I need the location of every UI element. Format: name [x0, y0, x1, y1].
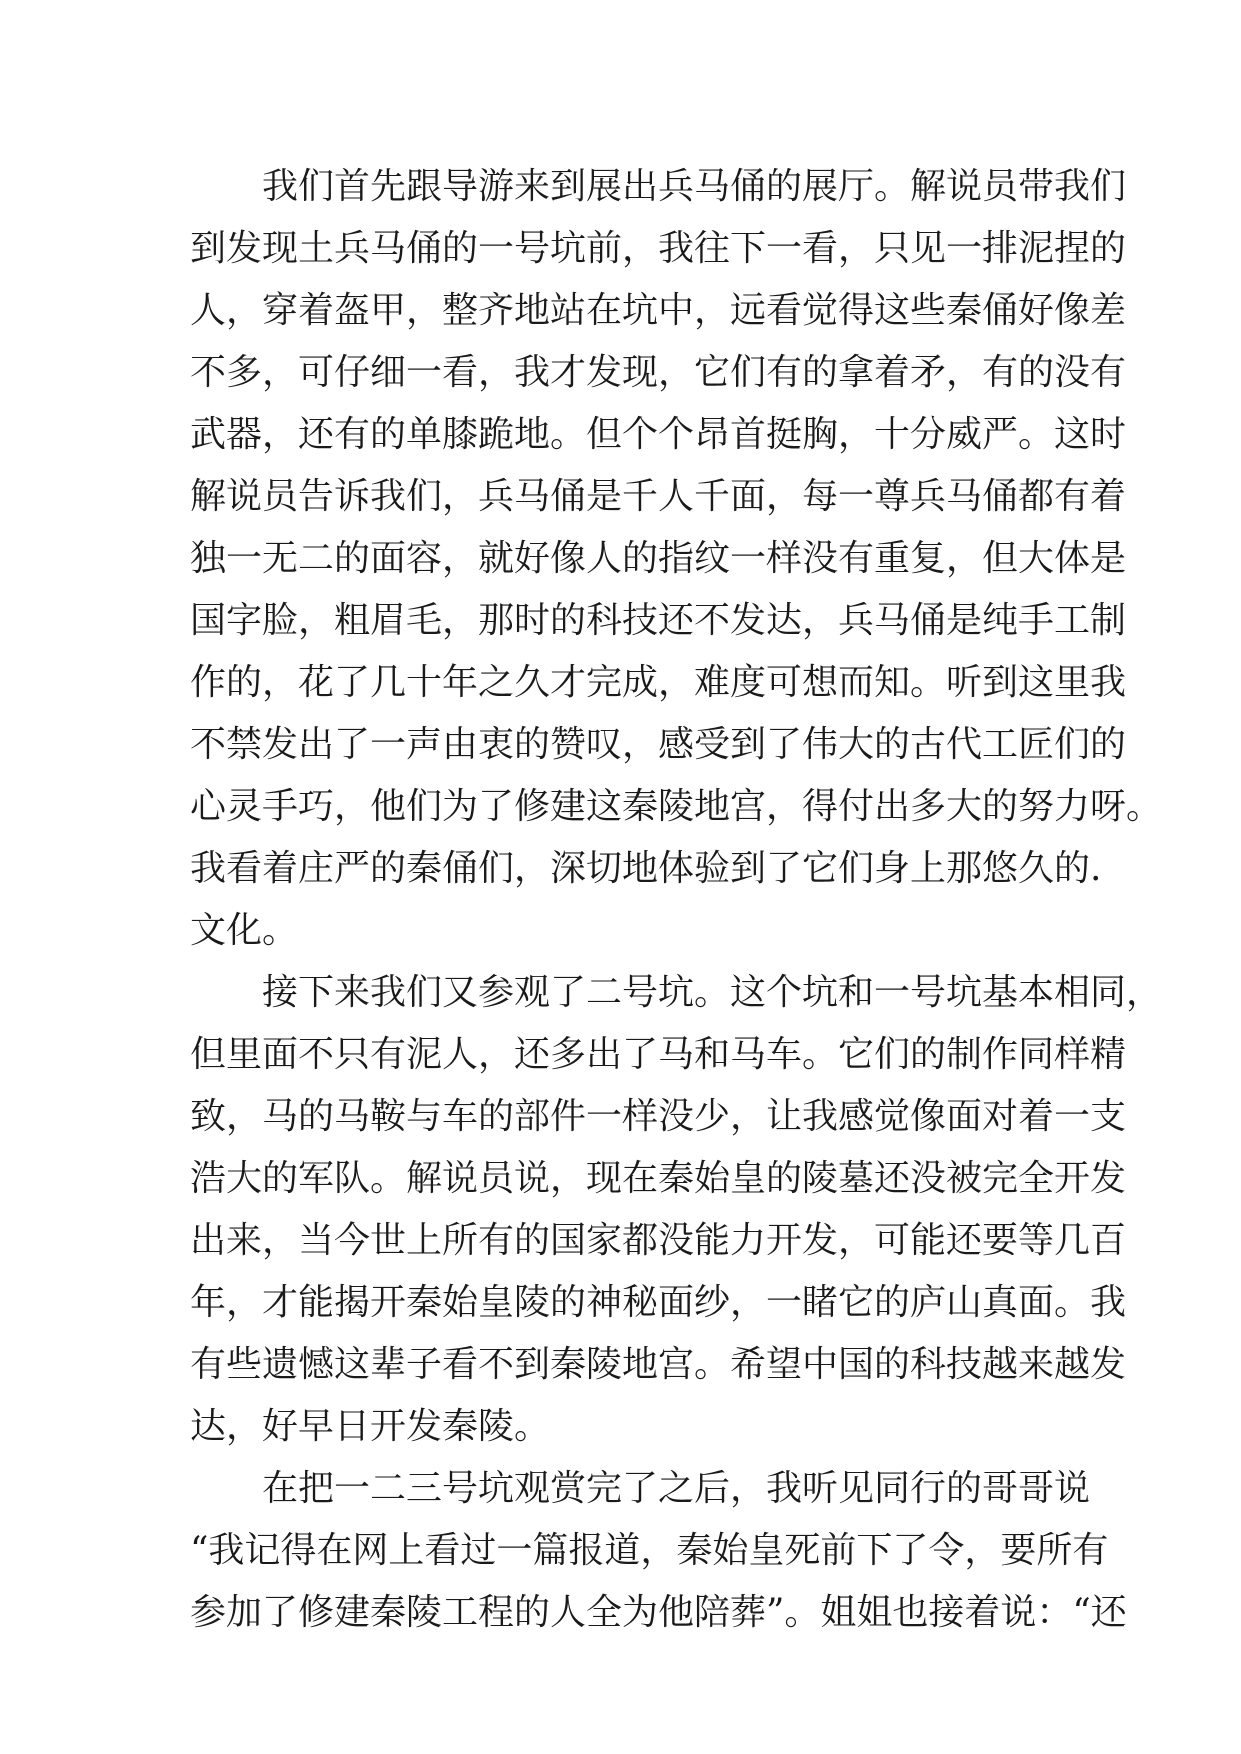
text-line: 不多，可仔细一看，我才发现，它们有的拿着矛，有的没有 — [190, 352, 1127, 393]
text-line: 心灵手巧，他们为了修建这秦陵地宫，得付出多大的努力呀。 — [190, 786, 1163, 827]
text-line: 解说员告诉我们，兵马俑是千人千面，每一尊兵马俑都有着 — [190, 476, 1127, 517]
paragraph-1 — [190, 156, 1163, 962]
text-line: 参加了修建秦陵工程的人全为他陪葬”。姐姐也接着说：“还 — [190, 1592, 1127, 1633]
paragraph-3 — [190, 1458, 1127, 1644]
text-line: 人，穿着盔甲，整齐地站在坑中，远看觉得这些秦俑好像差 — [190, 290, 1127, 331]
text-line: 但里面不只有泥人，还多出了马和马车。它们的制作同样精 — [190, 1034, 1127, 1075]
text-line: 我看着庄严的秦俑们，深切地体验到了它们身上那悠久的. — [190, 848, 1102, 889]
text-line: 浩大的军队。解说员说，现在秦始皇的陵墓还没被完全开发 — [190, 1158, 1127, 1199]
text-line: 出来，当今世上所有的国家都没能力开发，可能还要等几百 — [190, 1220, 1127, 1261]
text-line: 我们首先跟导游来到展出兵马俑的展厅。解说员带我们 — [262, 166, 1127, 207]
text-line: “我记得在网上看过一篇报道，秦始皇死前下了令，要所有 — [190, 1530, 1109, 1571]
text-line: 在把一二三号坑观赏完了之后，我听见同行的哥哥说 — [262, 1468, 1091, 1509]
text-line: 达，好早日开发秦陵。 — [190, 1406, 551, 1447]
text-line: 接下来我们又参观了二号坑。这个坑和一号坑基本相同， — [262, 972, 1163, 1013]
text-line: 文化。 — [190, 910, 299, 951]
text-line: 到发现土兵马俑的一号坑前，我往下一看，只见一排泥捏的 — [190, 228, 1127, 269]
text-line: 独一无二的面容，就好像人的指纹一样没有重复，但大体是 — [190, 538, 1127, 579]
text-line: 作的，花了几十年之久才完成，难度可想而知。听到这里我 — [190, 662, 1127, 703]
text-line: 武器，还有的单膝跪地。但个个昂首挺胸，十分威严。这时 — [190, 414, 1127, 455]
paragraph-2 — [190, 962, 1163, 1458]
text-line: 有些遗憾这辈子看不到秦陵地宫。希望中国的科技越来越发 — [190, 1344, 1127, 1385]
text-line: 不禁发出了一声由衷的赞叹，感受到了伟大的古代工匠们的 — [190, 724, 1127, 765]
body-text — [190, 156, 1163, 1644]
text-line: 致，马的马鞍与车的部件一样没少，让我感觉像面对着一支 — [190, 1096, 1127, 1137]
text-line: 年，才能揭开秦始皇陵的神秘面纱，一睹它的庐山真面。我 — [190, 1282, 1127, 1323]
text-line: 国字脸，粗眉毛，那时的科技还不发达，兵马俑是纯手工制 — [190, 600, 1127, 641]
